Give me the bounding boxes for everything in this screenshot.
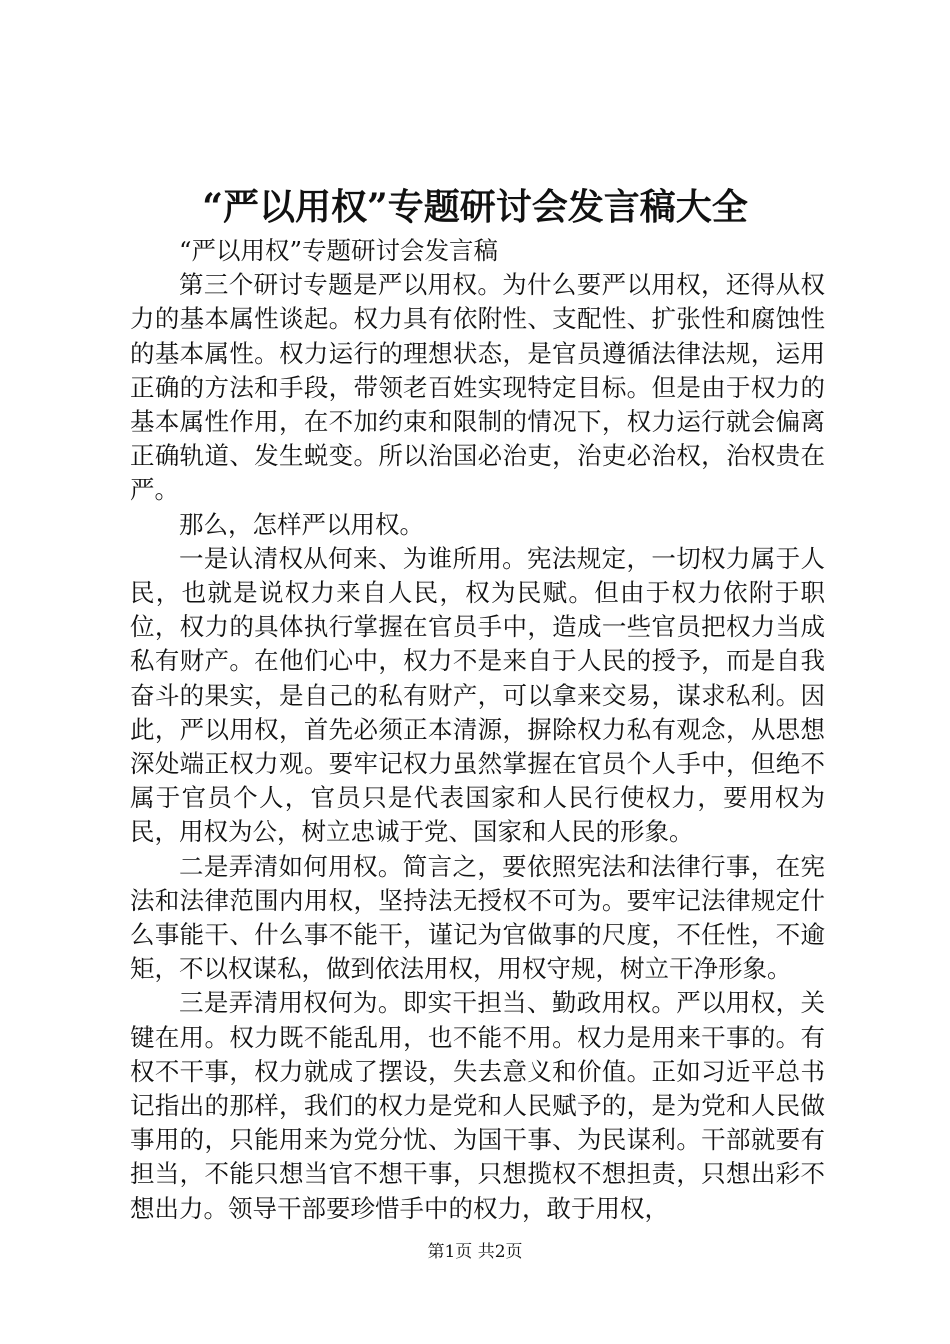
document-body <box>130 234 825 1226</box>
paragraph-point-two: 二是弄清如何用权。简言之，要依照宪法和法律行事，在宪法和法律范围内用权，坚持法无授权不可为。要牢记法律规定什么事能干、什么事不能干，谨记为官做事的尺度，不任性，不逾矩，不以权谋私，做到依法用权，用权守规，树立干净形象。 <box>130 851 825 984</box>
paragraph-point-one: 一是认清权从何来、为谁所用。宪法规定，一切权力属于人民，也就是说权力来自人民，权为民赋。但由于权力依附于职位，权力的具体执行掌握在官员手中，造成一些官员把权力当成私有财产。在他们心中，权力不是来自于人民的授予，而是自我奋斗的果实，是自己的私有财产，可以拿来交易，谋求私利。因此，严以用权，首先必须正本清源，摒除权力私有观念，从思想深处端正权力观。要牢记权力虽然掌握在官员个人手中，但绝不属于官员个人，官员只是代表国家和人民行使权力，要用权为民，用权为公，树立忠诚于党、国家和人民的形象。 <box>130 543 825 847</box>
paragraph-intro: 第三个研讨专题是严以用权。为什么要严以用权，还得从权力的基本属性谈起。权力具有依附性、支配性、扩张性和腐蚀性的基本属性。权力运行的理想状态，是官员遵循法律法规，运用正确的方法和手段，带领老百姓实现特定目标。但是由于权力的基本属性作用，在不加约束和限制的情况下，权力运行就会偏离正确轨道、发生蜕变。所以治国必治吏，治吏必治权，治权贵在严。 <box>130 270 825 505</box>
document-title: “严以用权”专题研讨会发言稿大全 <box>202 186 748 228</box>
paragraph-question: 那么，怎样严以用权。 <box>179 509 424 539</box>
paragraph-point-three: 三是弄清用权何为。即实干担当、勤政用权。严以用权，关键在用。权力既不能乱用，也不能不用。权力是用来干事的。有权不干事，权力就成了摆设，失去意义和价值。正如习近平总书记指出的那样，我们的权力是党和人民赋予的，是为党和人民做事用的，只能用来为党分忧、为国干事、为民谋利。干部就要有担当，不能只想当官不想干事，只想揽权不想担责，只想出彩不想出力。领导干部要珍惜手中的权力，敢于用权， <box>130 988 825 1223</box>
page-footer: 第1页 共2页 <box>427 1242 523 1262</box>
paragraph-subtitle: “严以用权”专题研讨会发言稿 <box>179 236 499 265</box>
